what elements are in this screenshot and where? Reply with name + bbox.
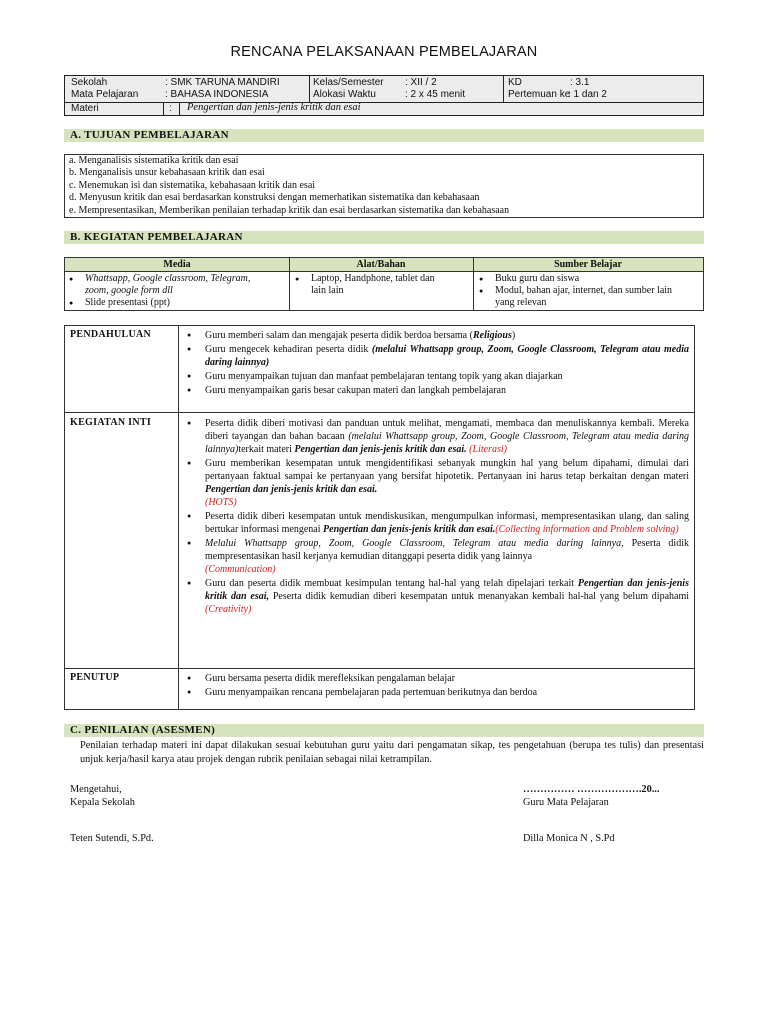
tujuan-item: a. Menganalisis sistematika kritik dan esai bbox=[69, 155, 239, 166]
alat-column bbox=[291, 273, 451, 297]
pendahuluan-item: ● Guru menyampaikan tujuan dan manfaat pembelajaran tentang topik yang akan diajarkan bbox=[183, 370, 689, 383]
info-divider bbox=[163, 103, 164, 115]
sumber-header: Sumber Belajar bbox=[554, 259, 622, 270]
inti-label: KEGIATAN INTI bbox=[70, 417, 152, 428]
alokasi-value: : 2 x 45 menit bbox=[405, 89, 466, 100]
info-table bbox=[64, 75, 704, 116]
penutup-item: ● Guru bersama peserta didik merefleksikan pengalaman belajar bbox=[183, 672, 689, 685]
tujuan-item: e. Mempresentasikan, Memberikan penilaian terhadap kritik dan esai berdasarkan sistematika dan kebahasaan bbox=[69, 204, 510, 216]
sumber-item: ● Modul, bahan ajar, internet, dan sumber lain yang relevan bbox=[475, 285, 675, 309]
alat-header: Alat/Bahan bbox=[356, 259, 406, 270]
kepala-sekolah-name: Teten Sutendi, S.Pd. bbox=[70, 833, 154, 844]
tujuan-item: b. Menganalisis unsur kebahasaan kritik dan esai bbox=[69, 167, 265, 179]
info-divider bbox=[179, 103, 180, 115]
mengetahui-text: Mengetahui, bbox=[70, 784, 122, 795]
mapel-label: Mata Pelajaran bbox=[71, 89, 139, 100]
media-item: ● Slide presentasi (ppt) bbox=[65, 297, 265, 309]
document-title: RENCANA PELAKSANAAN PEMBELAJARAN bbox=[230, 44, 538, 60]
kd-value: : 3.1 bbox=[570, 77, 590, 88]
alat-item: ● Laptop, Handphone, tablet dan lain lain bbox=[291, 273, 451, 297]
pendahuluan-item: ● Guru memberi salam dan mengajak peserta didik berdoa bersama (Religious) bbox=[183, 329, 689, 342]
guru-title: Guru Mata Pelajaran bbox=[523, 797, 609, 808]
date-line: …………… ……………….20... bbox=[523, 784, 660, 795]
column-divider bbox=[289, 258, 290, 310]
row-divider bbox=[65, 668, 694, 669]
pertemuan-label: Pertemuan ke bbox=[508, 89, 571, 100]
info-row-divider bbox=[65, 102, 703, 103]
row-divider bbox=[65, 412, 694, 413]
pendahuluan-item: ● Guru mengecek kehadiran peserta didik (melalui Whattsapp group, Zoom, Google Classroom, Telegram atau media daring lainnya) bbox=[183, 343, 689, 369]
sumber-item: ● Buku guru dan siswa bbox=[475, 273, 675, 285]
inti-content bbox=[183, 417, 689, 617]
materi-label: Materi bbox=[71, 103, 99, 114]
media-column bbox=[65, 273, 265, 309]
tujuan-item: d. Menyusun kritik dan esai berdasarkan konstruksi dengan memerhatikan sistematika dan kebahasaan bbox=[69, 192, 480, 204]
materi-colon: : bbox=[169, 103, 172, 114]
guru-name: Dilla Monica N , S.Pd bbox=[523, 833, 615, 844]
pendahuluan-item: ● Guru menyampaikan garis besar cakupan materi dan langkah pembelajaran bbox=[183, 384, 689, 397]
inti-item: ● Guru dan peserta didik membuat kesimpulan tentang hal-hal yang telah dipelajari terkait Pengertian dan jenis-jenis kritik dan esai, Peserta didik kemudian diberi kesempatan untuk menanyakan kembali hal-hal yang belum dipahami (Creativity) bbox=[183, 577, 689, 616]
alokasi-label: Alokasi Waktu bbox=[313, 89, 376, 100]
penutup-label: PENUTUP bbox=[70, 672, 120, 683]
mapel-value: : BAHASA INDONESIA bbox=[165, 89, 269, 100]
pertemuan-value: : 1 dan 2 bbox=[568, 89, 607, 100]
media-table bbox=[64, 257, 704, 311]
kelas-label: Kelas/Semester bbox=[313, 77, 384, 88]
sekolah-value: : SMK TARUNA MANDIRI bbox=[165, 77, 280, 88]
kelas-value: : XII / 2 bbox=[405, 77, 437, 88]
inti-item: ● Peserta didik diberi motivasi dan panduan untuk melihat, mengamati, membaca dan menuliskannya kembali. Mereka diberi tayangan dan bahan bacaan (melalui Whattsapp group, Zoom, Google Classroom, Telegram atau media daring lainnya)terkait materi Pengertian dan jenis-jenis kritik dan esai. (Literasi) bbox=[183, 417, 689, 456]
inti-item: ● Guru memberikan kesempatan untuk mengidentifikasi sebanyak mungkin hal yang belum dipahami, dimulai dari pertanyaan faktual sampai ke pertanyaan yang bersifat hipotetik. Pertanyaan ini harus tetap berkaitan dengan materi Pengertian dan jenis-jenis kritik dan esai. (HOTS) bbox=[183, 457, 689, 509]
inti-item: ● Melalui Whattsapp group, Zoom, Google Classroom, Telegram atau media daring lainnya, Peserta didik mempresentasikan hasil kerjanya kemudian ditanggapi peserta didik yang lainnya (Communication) bbox=[183, 537, 689, 576]
kd-label: KD bbox=[508, 77, 522, 88]
kepala-sekolah-title: Kepala Sekolah bbox=[70, 797, 135, 808]
section-b-heading: B. KEGIATAN PEMBELAJARAN bbox=[64, 231, 704, 244]
penutup-item: ● Guru menyampaikan rencana pembelajaran pada pertemuan berikutnya dan berdoa bbox=[183, 686, 689, 699]
media-header: Media bbox=[163, 259, 191, 270]
tujuan-item: c. Menemukan isi dan sistematika, kebahasaan kritik dan esai bbox=[69, 179, 316, 191]
pendahuluan-content bbox=[183, 329, 689, 398]
info-divider bbox=[309, 76, 310, 102]
tujuan-list bbox=[64, 154, 704, 218]
penilaian-text: Penilaian terhadap materi ini dapat dilakukan sesuai kebutuhan guru yaitu dari pengamatan sikap, tes pengetahuan (berupa tes tulis) dan presentasi unjuk kerja/hasil karya atau projek dengan rubrik penilaian sebagai nilai ketrampilan. bbox=[80, 740, 704, 765]
section-a-heading: A. TUJUAN PEMBELAJARAN bbox=[64, 129, 704, 142]
materi-value: Pengertian dan jenis-jenis kritik dan esai bbox=[187, 102, 361, 113]
activities-table bbox=[64, 325, 695, 710]
column-divider bbox=[473, 258, 474, 310]
info-divider bbox=[503, 76, 504, 102]
section-c-heading: C. PENILAIAN (ASESMEN) bbox=[64, 724, 704, 737]
penutup-content bbox=[183, 672, 689, 700]
media-item: ● Whattsapp, Google classroom, Telegram, zoom, google form dll bbox=[65, 273, 265, 297]
sekolah-label: Sekolah bbox=[71, 77, 108, 88]
pendahuluan-label: PENDAHULUAN bbox=[70, 329, 152, 340]
sumber-column bbox=[475, 273, 675, 309]
activities-column-divider bbox=[178, 326, 179, 709]
inti-item: ● Peserta didik diberi kesempatan untuk mendiskusikan, mengumpulkan informasi, mempresentasikan ulang, dan saling bertukar informasi mengenai Pengertian dan jenis-jenis kritik dan esai.(Collecting information and Problem solving) bbox=[183, 510, 689, 536]
